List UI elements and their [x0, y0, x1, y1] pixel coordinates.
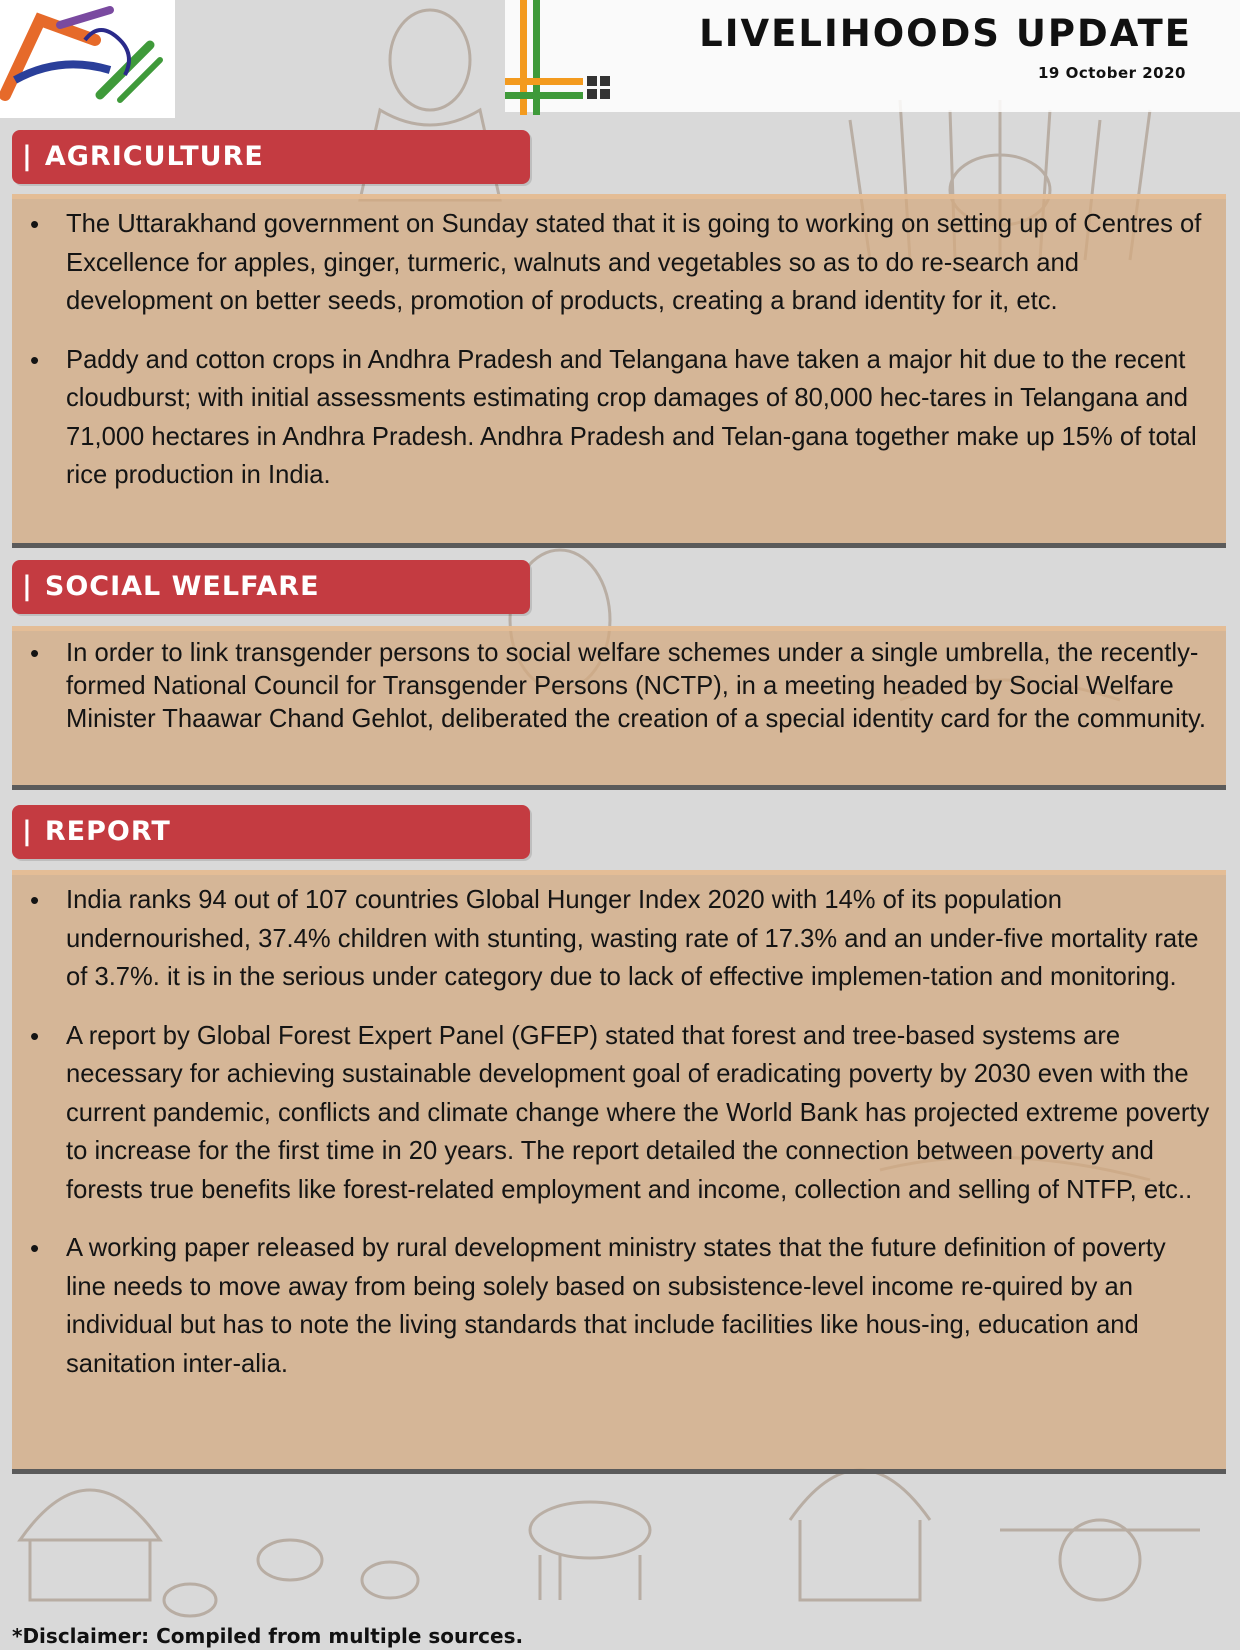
- list-item: • The Uttarakhand government on Sunday stated that it is going to working on setting up of Centres of Excellence for apples, ginger, turmeric, walnuts and vegetables so as to do re-search and development on better seeds, promotion of products, creating a brand identity for it, etc.: [26, 205, 1212, 321]
- section-content-report: [12, 870, 1226, 1474]
- section-header-agriculture: [12, 130, 530, 184]
- publication-date: 19 October 2020: [1038, 64, 1186, 82]
- list-item: • Paddy and cotton crops in Andhra Pradesh and Telangana have taken a major hit due to the recent cloudburst; with initial assessments estimating crop damages of 80,000 hec-tares in Telangana and 71,000 hectares in Andhra Pradesh. Andhra Pradesh and Telan-gana together make up 15% of total rice production in India.: [26, 341, 1212, 495]
- page-title: LIVELIHOODS UPDATE: [699, 12, 1192, 55]
- list-item: • A report by Global Forest Expert Panel (GFEP) stated that forest and tree-based systems are necessary for achieving sustainable development goal of eradicating poverty by 2030 even with the current pandemic, conflicts and climate change where the World Bank has projected extreme poverty to increase for the first time in 20 years. The report detailed the connection between poverty and forests true benefits like forest-related employment and income, collection and selling of NTFP, etc..: [26, 1017, 1212, 1210]
- section-title: | SOCIAL WELFARE: [22, 571, 320, 602]
- section-content-agriculture: [12, 194, 1226, 548]
- list-item: • India ranks 94 out of 107 countries Global Hunger Index 2020 with 14% of its population undernourished, 37.4% children with stunting, wasting rate of 17.3% and an under-five mortality rate of 3.7%. it is in the serious under category due to lack of effective implemen-tation and monitoring.: [26, 881, 1212, 997]
- section-title: | REPORT: [22, 816, 171, 847]
- disclaimer-text: *Disclaimer: Compiled from multiple sources.: [12, 1624, 524, 1648]
- section-header-social-welfare: [12, 560, 530, 614]
- hashtag-emblem-icon: [505, 0, 615, 115]
- section-content-social-welfare: [12, 626, 1226, 790]
- logo-mark: [0, 0, 175, 118]
- list-item: • In order to link transgender persons to social welfare schemes under a single umbrella, the recently-formed National Council for Transgender Persons (NCTP), in a meeting headed by Social Welfare Minister Thaawar Chand Gehlot, deliberated the creation of a special identity card for the community.: [26, 637, 1212, 736]
- section-title: | AGRICULTURE: [22, 141, 264, 172]
- section-header-report: [12, 805, 530, 859]
- organization-logo: [0, 0, 175, 118]
- list-item: • A working paper released by rural development ministry states that the future definition of poverty line needs to move away from being solely based on subsistence-level income re-quired by an individual but has to note the living standards that include facilities like hous-ing, education and sanitation inter-alia.: [26, 1229, 1212, 1383]
